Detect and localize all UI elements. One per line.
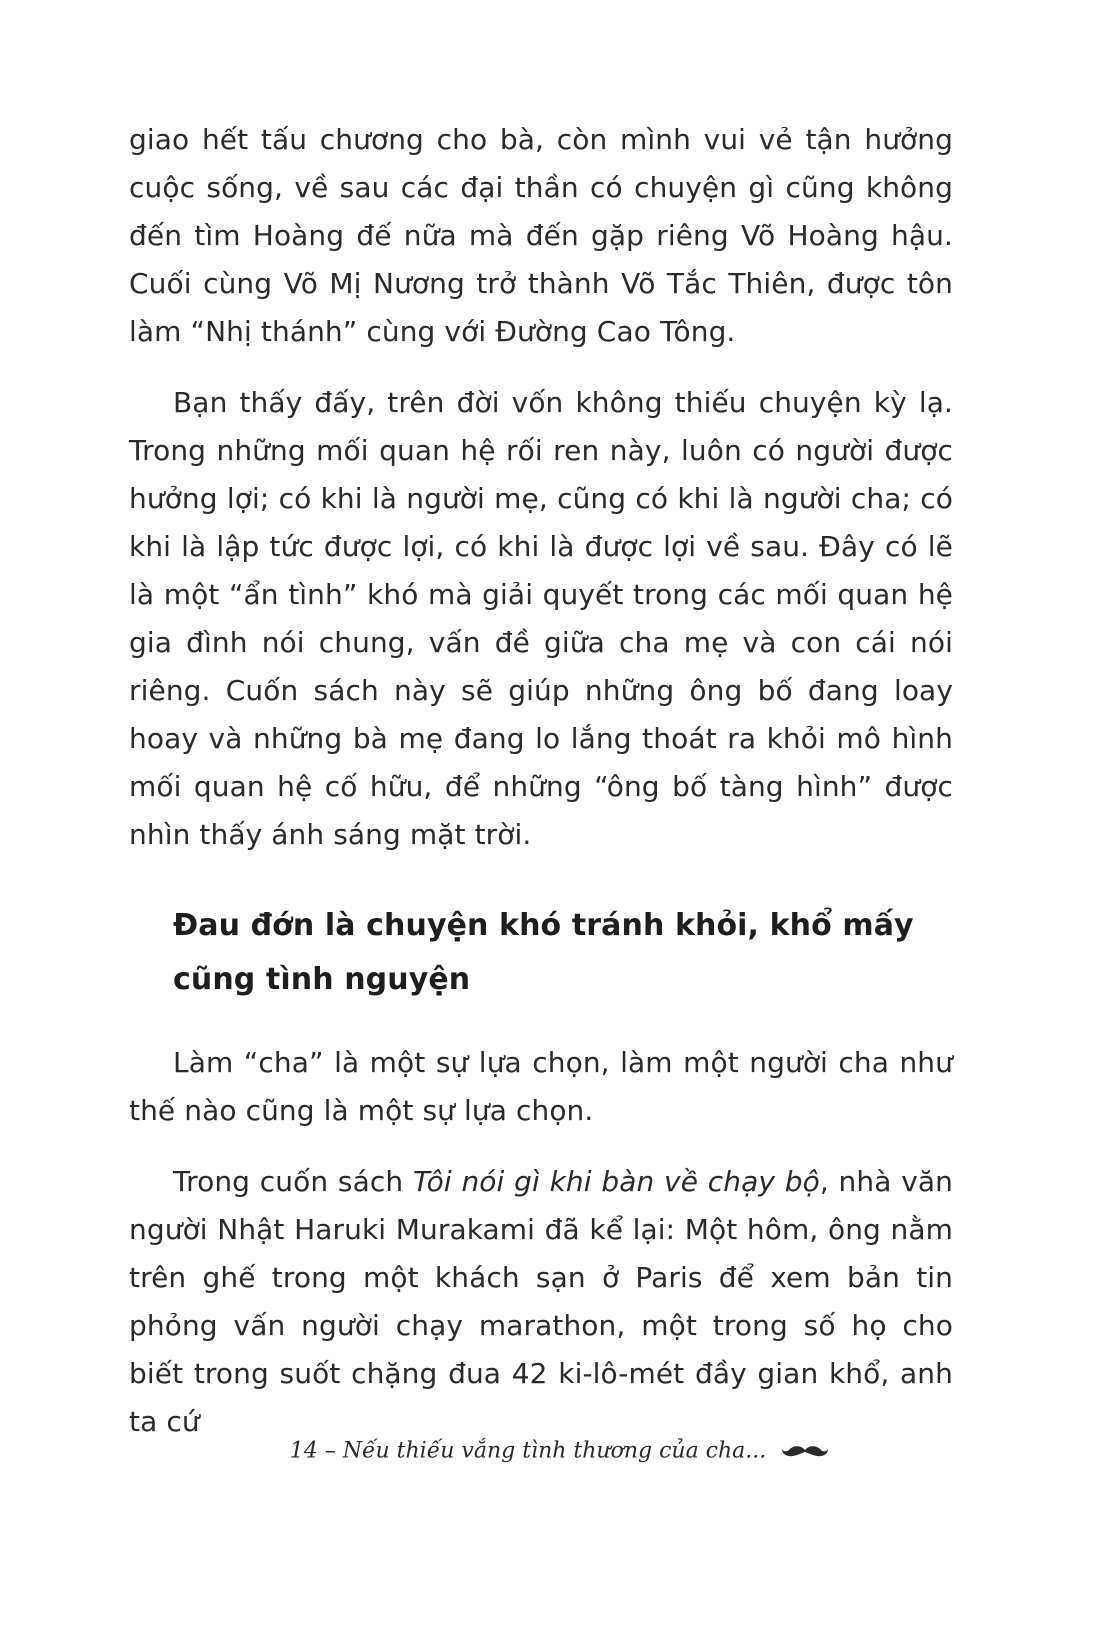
paragraph-1: giao hết tấu chương cho bà, còn mình vui vẻ tận hưởng cuộc sống, về sau các đại thần có chuyện gì cũng không đến tìm Hoàng đế nữa mà đến gặp riêng Võ Hoàng hậu. Cuối cùng Võ Mị Nương trở thành Võ Tắc Thiên, được tôn làm “Nhị thánh” cùng với Đường Cao Tông.: [129, 123, 953, 348]
paragraph-4-start: Trong cuốn sách: [173, 1165, 413, 1198]
paragraph-3: Làm “cha” là một sự lựa chọn, làm một người cha như thế nào cũng là một sự lựa chọn.: [129, 1046, 953, 1127]
paragraph-4: [129, 1158, 953, 1446]
page-footer: [0, 1438, 1119, 1464]
footer-text: 14 – Nếu thiếu vắng tình thương của cha...: [289, 1438, 767, 1464]
section-heading: Đau đớn là chuyện khó tránh khỏi, khổ mấy cũng tình nguyện: [173, 908, 914, 997]
book-title: Tôi nói gì khi bàn về chạy bộ: [412, 1165, 820, 1198]
paragraph-4-end: , nhà văn người Nhật Haruki Murakami đã kể lại: Một hôm, ông nằm trên ghế trong một khách sạn ở Paris để xem bản tin phỏng vấn người chạy marathon, một trong số họ cho biết trong suốt chặng đua 42 ki-lô-mét đầy gian khổ, anh ta cứ: [129, 1165, 953, 1438]
paragraph-2: Bạn thấy đấy, trên đời vốn không thiếu chuyện kỳ lạ. Trong những mối quan hệ rối ren này, luôn có người được hưởng lợi; có khi là người mẹ, cũng có khi là người cha; có khi là lập tức được lợi, có khi là được lợi về sau. Đây có lẽ là một “ẩn tình” khó mà giải quyết trong các mối quan hệ gia đình nói chung, vấn đề giữa cha mẹ và con cái nói riêng. Cuốn sách này sẽ giúp những ông bố đang loay hoay và những bà mẹ đang lo lắng thoát ra khỏi mô hình mối quan hệ cố hữu, để những “ông bố tàng hình” được nhìn thấy ánh sáng mặt trời.: [129, 386, 953, 851]
mustache-icon: [781, 1443, 829, 1459]
page-body: [129, 116, 953, 1446]
